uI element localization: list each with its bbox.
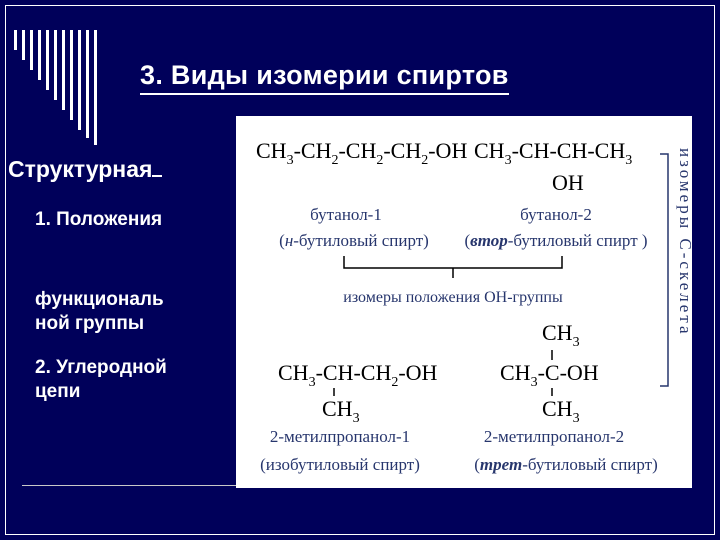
butanol2-name: бутанол-2 [520, 205, 592, 224]
methylpropanol2-top: $CH_3$ [542, 320, 580, 350]
butanol2-formula: $CH_3-CH-CH-CH_3$ [474, 138, 633, 168]
list-item-functional-group [35, 288, 164, 336]
structural-label: Структурная [8, 156, 153, 182]
methylpropanol2-trivial: (трет-бутиловый спирт) [474, 455, 658, 474]
list-item-carbon-chain [35, 356, 167, 404]
isomers-diagram [236, 116, 695, 488]
methylpropanol1-formula: $CH_3-CH-CH_2-OH$ [278, 360, 438, 390]
list-item-line: функциональ [35, 289, 164, 310]
butanol1-formula: $CH_3-CH_2-CH_2-CH_2-OH$ [256, 138, 468, 168]
butanol1-name: бутанол-1 [310, 205, 382, 224]
skeleton-isomers-label: изомеры С-скелета [676, 148, 695, 337]
methylpropanol2-bottom: $CH_3$ [542, 396, 580, 426]
divider-line [22, 485, 242, 486]
list-item-line: ной группы [35, 313, 145, 334]
slide-title: 3. Виды изомерии спиртов [140, 60, 509, 95]
butanol1-trivial: (н-бутиловый спирт) [279, 231, 429, 250]
isomers-figure [236, 116, 695, 488]
methylpropanol1-trivial: (изобутиловый спирт) [260, 455, 420, 474]
list-item-line: цепи [35, 381, 81, 402]
butanol2-trivial: (втор-бутиловый спирт ) [464, 231, 648, 250]
methylpropanol1-branch: $CH_3$ [322, 396, 360, 426]
structural-heading [8, 156, 162, 183]
butanol2-oh: OH [552, 170, 584, 195]
position-isomers-label: изомеры положения OH-группы [343, 289, 563, 306]
list-item-line: 2. Углеродной [35, 357, 167, 378]
list-item-line: 1. Положения [35, 209, 163, 230]
methylpropanol2-name: 2-метилпропанол-2 [483, 427, 625, 446]
skeleton-bracket [660, 154, 668, 386]
methylpropanol1-name: 2-метилпропанол-1 [269, 427, 411, 446]
position-bracket [344, 256, 562, 278]
methylpropanol2-formula: $CH_3-C-OH$ [500, 360, 599, 390]
list-item-position [35, 208, 162, 232]
